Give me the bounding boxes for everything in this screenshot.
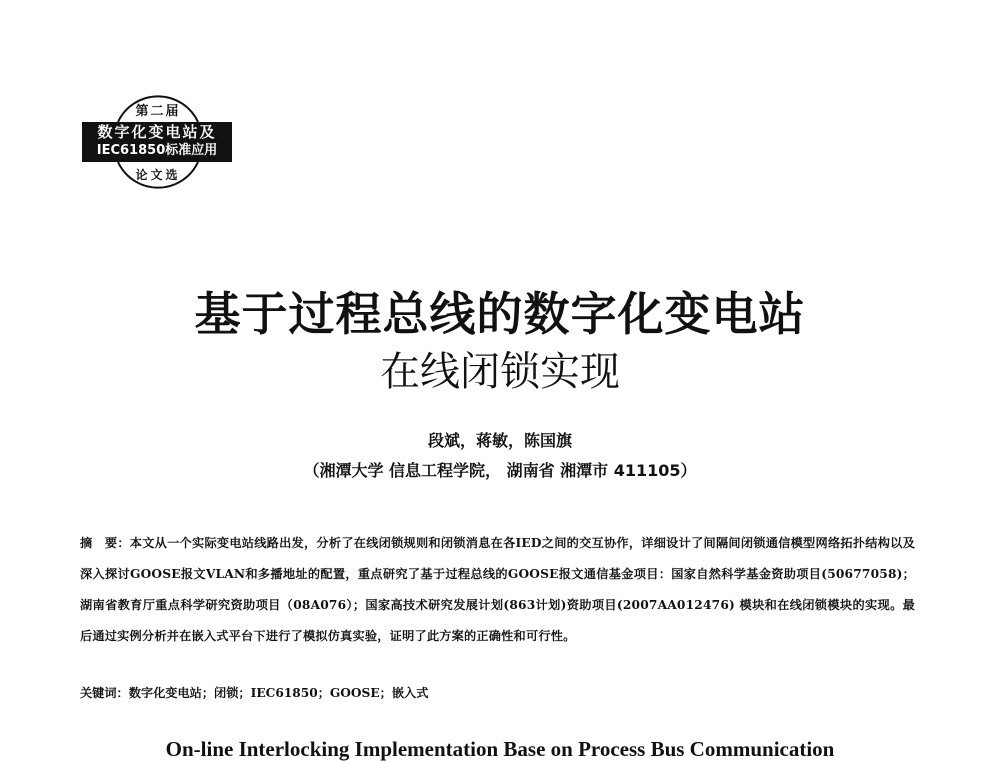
abstract-text: 本文从一个实际变电站线路出发，分析了在线闭锁规则和闭锁消息在各IED之间的交互协作，详细设计了间隔间闭锁通信模型网络拓扑结构以及深入探讨GOOSE报文VLAN和多播地址的配置，重点研究了基于过程总线的GOOSE报文通信基金项目：国家自然科学基金资助项目(50677058)；湖南省教育厅重点科学研究资助项目（08A076）；国家高技术研究发展计划(863计划)资助项目(2007AA012476) 模块和在线闭锁模块的实现。最后通过实例分析并在嵌入式平台下进行了模拟仿真实验，证明了此方案的正确性和可行性。 <box>80 536 915 643</box>
seal-band-line2: IEC61850标准应用 <box>96 143 218 158</box>
seal-top-text: 第二届 <box>135 104 181 119</box>
seal-band-line1: 数字化变电站及 <box>97 123 217 141</box>
affiliation: （湘潭大学 信息工程学院， 湖南省 湘潭市 411105） <box>303 461 697 480</box>
english-title: On-line Interlocking Implementation Base on Process Bus Communication <box>165 737 835 761</box>
keywords-text: 数字化变电站；闭锁；IEC61850；GOOSE；嵌入式 <box>128 686 429 700</box>
conference-seal <box>82 82 234 200</box>
authors: 段斌，蒋敏，陈国旗 <box>427 431 572 450</box>
paper-title: 基于过程总线的数字化变电站 <box>194 287 806 341</box>
paper-subtitle: 在线闭锁实现 <box>380 349 620 395</box>
keywords-label: 关键词： <box>80 686 129 700</box>
abstract-label: 摘 要： <box>80 536 130 550</box>
seal-band <box>82 122 232 162</box>
keywords <box>80 682 915 704</box>
seal-bottom-text: 论文选 <box>135 168 181 182</box>
abstract <box>80 528 915 652</box>
